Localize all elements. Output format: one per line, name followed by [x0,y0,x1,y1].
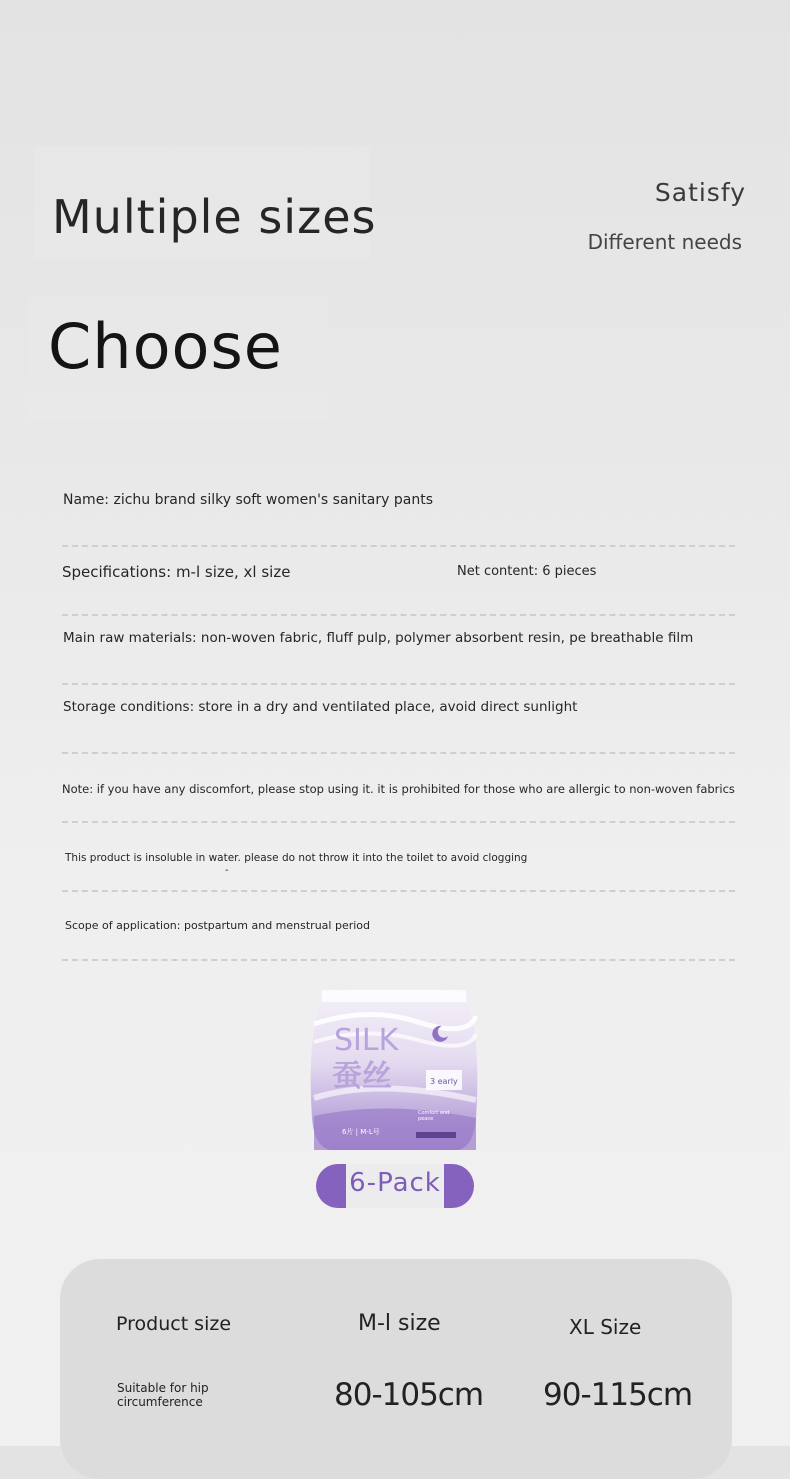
spec-row-storage [62,685,735,754]
product-count-label: 6片 | M-L号 [342,1128,380,1136]
spec-row-note [62,754,735,823]
spec-note: Note: if you have any discomfort, please stop using it. it is prohibited for those who are allergic to non-woven fabrics [62,782,735,796]
spec-specifications: Specifications: m-l size, xl size [62,563,291,581]
product-brand-en: SILK [334,1023,399,1058]
product-brand-cn: 蚕丝 [332,1059,392,1094]
spec-row-materials [62,616,735,685]
spec-insoluble: This product is insoluble in water. please do not throw it into the toilet to avoid clogging [65,852,528,864]
pack-label-text: 6-Pack [349,1168,441,1198]
size-table-header-xl: XL Size [569,1315,642,1339]
size-table-row-label-hip [117,1381,209,1409]
spec-row-name [62,478,735,547]
size-table [60,1259,732,1479]
size-table-value-xl: 90-115cm [543,1377,693,1413]
product-badge: 3 early [430,1077,458,1086]
tagline-satisfy: Satisfy [654,178,746,207]
spec-net-content: Net content: 6 pieces [457,564,597,579]
spec-row-specifications [62,547,735,616]
spec-materials: Main raw materials: non-woven fabric, fluff pulp, polymer absorbent resin, pe breathable film [63,630,694,646]
headline-multiple-sizes: Multiple sizes [52,190,377,244]
product-bottom-stripe [416,1132,456,1138]
spec-name: Name: zichu brand silky soft women's sanitary pants [63,492,433,508]
product-small-text-2: peace [418,1116,434,1122]
spec-scope: Scope of application: postpartum and menstrual period [65,919,371,932]
spec-insoluble-mark: - [225,865,229,876]
pack-label [316,1164,474,1208]
product-small-text-1: Comfort and [418,1110,450,1116]
size-table-row-label-product-size: Product size [116,1313,232,1335]
size-table-hip-line-2: circumference [117,1395,203,1409]
headline-choose: Choose [48,310,283,383]
spec-row-scope [62,892,735,961]
tagline-different-needs: Different needs [587,230,742,254]
size-table-hip-line-1: Suitable for hip [117,1381,209,1395]
size-table-header-ml: M-l size [358,1311,441,1336]
spec-row-insoluble [62,823,735,892]
spec-storage: Storage conditions: store in a dry and ventilated place, avoid direct sunlight [63,699,578,715]
product-package-image [308,988,480,1152]
size-table-value-ml: 80-105cm [334,1377,484,1413]
